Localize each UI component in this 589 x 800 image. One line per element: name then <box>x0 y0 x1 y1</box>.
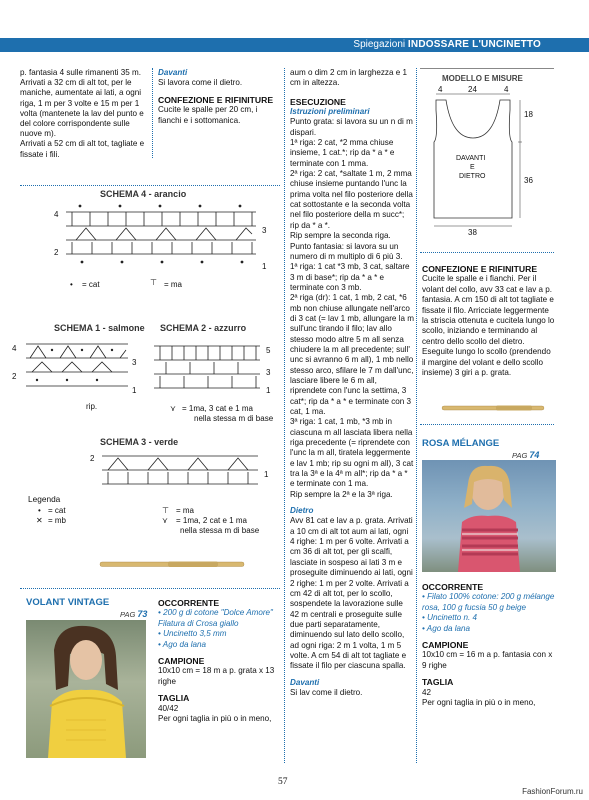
legenda-title: Legenda <box>28 494 61 504</box>
model-label-1: DAVANTI <box>456 155 486 162</box>
measure-4-left: 4 <box>438 85 443 94</box>
s2-row-5: 5 <box>266 346 271 355</box>
volant-photo <box>26 620 146 758</box>
legenda-mb: = mb <box>48 516 67 525</box>
separator <box>152 68 153 158</box>
volant-occ-item: • Ago da lana <box>158 639 207 649</box>
separator <box>420 424 554 425</box>
rosa-occorrente-heading: OCCORRENTE <box>422 582 484 592</box>
separator <box>20 185 280 186</box>
s1-row-2: 2 <box>12 372 17 381</box>
fantasia-riga-1: 1ª riga: 1 cat *3 mb, 3 cat, saltare 3 m di base*; rip da * a * e terminate con 3 mb. <box>290 262 410 292</box>
s2-row-3: 3 <box>266 368 271 377</box>
rosa-occ-0: Filato 100% cotone: 200 g mélange rosa, 100 g fucsia 50 g beige <box>422 592 555 612</box>
row-label-4: 4 <box>54 210 59 219</box>
rosa-occ-item: • Ago da lana <box>422 623 471 633</box>
schema-3-title: SCHEMA 3 - verde <box>100 437 179 447</box>
measure-24: 24 <box>468 85 477 94</box>
model-title: MODELLO E MISURE <box>442 74 523 83</box>
pag-number: 73 <box>137 609 148 619</box>
volant-page-ref <box>120 609 147 619</box>
confezione-heading: CONFEZIONE E RIFINITURE <box>158 94 274 105</box>
schema-4-title: SCHEMA 4 - arancio <box>100 189 187 199</box>
s1-row-1: 1 <box>132 386 137 395</box>
volant-occ-2: Ago da lana <box>162 639 207 649</box>
left-intro-paragraph: p. fantasia 4 sulle rimanenti 35 m. Arrivati a 32 cm di alt tot, per le maniche, aumentate ai lati, a ogni riga, 1 m per 3 volte e 15 m per 1 volta (mantenete la lav del punto e del colore corrispondente sulle nuove m). <box>20 68 144 139</box>
grata-repeat: Rip sempre la seconda riga. <box>290 231 391 241</box>
header-title <box>353 39 541 50</box>
confezione-text: Cucite le spalle per 20 cm, i fianchi e i sottomanica. <box>158 105 258 125</box>
rosa-campione-text: 10x10 cm = 16 m a p. fantasia con x 9 righe <box>422 650 553 670</box>
esecuzione-column <box>290 68 414 698</box>
left-top-text <box>20 68 148 160</box>
rosa-taglia-value: 42 <box>422 687 432 697</box>
istruzioni-heading: Istruzioni preliminari <box>290 107 370 117</box>
davanti-text: Si lavora come il dietro. <box>158 78 243 88</box>
dietro-text: Avv 81 cat e lav a p. grata. Arrivati a 10 cm di alt tot aum ai lati, ogni 4 righe: 1 m per 6 volte. Arrivati a cm 36 di alt tot, per gli scalfi, lasciate in sospeso ai lati 3 m e proseguite diminuendo ai lati, ogni 2 righe: 1 m per 2 volte. Arrivati a cm 42 di alt tot, per lo scollo, sospendete la lavorazione sulle 42 m centrali e proseguite sulle due parti separatamente, diminuendo sul lato dello scollo, ad ogni riga: 2 m 1 volta, 1 m 5 volte. A cm 54 di alt tot tagliate e fissate il filo per ciascuna spalla. <box>290 516 413 671</box>
legenda-cat: = cat <box>48 506 66 515</box>
volant-occ-1: Uncinetto 3,5 mm <box>163 629 227 639</box>
schema-1-title: SCHEMA 1 - salmone <box>54 323 145 333</box>
page-number: 57 <box>278 777 288 787</box>
davanti2-text: Si lav come il dietro. <box>290 687 363 697</box>
rosa-photo <box>422 460 556 572</box>
volant-occ-item: • 200 g di cotone "Dolce Amore" Filatura di Crosa giallo <box>158 608 273 628</box>
separator <box>416 68 417 763</box>
ma-symbol-icon: ⊤ <box>150 278 157 287</box>
continued-text: aum o dim 2 cm in larghezza e 1 cm in altezza. <box>290 68 407 88</box>
row-label-1: 1 <box>262 262 267 271</box>
pag-label: PAG <box>120 610 136 619</box>
rosa-title: ROSA MÉLANGE <box>422 438 500 449</box>
s3-row-1: 1 <box>264 470 269 479</box>
volant-title: VOLANT VINTAGE <box>26 597 110 608</box>
volant-taglia-value: 40/42 <box>158 703 179 713</box>
v-symbol-icon: ⋎ <box>170 404 176 413</box>
row-label-2: 2 <box>54 248 59 257</box>
legend-ma: = ma <box>164 280 183 289</box>
header-main-title: INDOSSARE L'UNCINETTO <box>407 39 541 50</box>
cat-dot-icon: • <box>38 506 41 515</box>
volant-taglia-heading: TAGLIA <box>158 693 190 704</box>
s1-row-3: 3 <box>132 358 137 367</box>
s3-row-2: 2 <box>90 454 95 463</box>
legenda-ma: = ma <box>176 506 195 515</box>
row-label-3: 3 <box>262 226 267 235</box>
rosa-campione-heading: CAMPIONE <box>422 640 469 651</box>
mb-cross-icon: ✕ <box>36 516 43 525</box>
davanti-heading: Davanti <box>158 68 188 77</box>
rosa-page-ref <box>512 450 539 460</box>
separator <box>284 68 285 763</box>
volant-occorrente-heading: OCCORRENTE <box>158 598 220 608</box>
measure-4-right: 4 <box>504 85 509 94</box>
woman-figure-icon <box>422 460 556 572</box>
legend-ma2: = 1ma, 3 cat e 1 ma <box>182 404 253 413</box>
rosa-details <box>422 582 556 708</box>
volant-taglia-text: Per ogni taglia in più o in meno, <box>158 714 272 724</box>
volant-occ-0: 200 g di cotone "Dolce Amore" Filatura di Crosa giallo <box>158 608 273 628</box>
punto-fantasia: Punto fantasia: si lavora su un numero di m multiplo di 6 più 3. <box>290 241 403 261</box>
punto-grata: Punto grata: si lavora su un n di m dispari. <box>290 117 413 137</box>
s2-row-1: 1 <box>266 386 271 395</box>
far-right-text <box>422 264 556 378</box>
schema-4-diagram <box>62 200 260 268</box>
model-label-2: E <box>470 164 475 171</box>
model-label-3: DIETRO <box>459 173 486 180</box>
mid-top-text <box>158 68 280 126</box>
esecuzione-heading: ESECUZIONE <box>290 96 346 107</box>
legenda-ma2: = 1ma, 2 cat e 1 ma <box>176 516 247 525</box>
schema-2-diagram <box>150 340 264 390</box>
rosa-occ-item: • Filato 100% cotone: 200 g mélange rosa, 100 g fucsia 50 g beige <box>422 592 555 612</box>
header-section: Spiegazioni <box>353 39 406 50</box>
measure-38: 38 <box>468 228 477 237</box>
cat-symbol-icon: • <box>70 280 73 289</box>
rip-label: rip. <box>86 402 98 411</box>
woman-figure-icon <box>26 620 146 758</box>
dietro-heading: Dietro <box>290 506 314 516</box>
separator <box>420 252 554 253</box>
schema-3-diagram <box>98 448 262 488</box>
rosa-taglia-heading: TAGLIA <box>422 677 454 688</box>
left-end-paragraph: Arrivati a 52 cm di alt tot, tagliate e fissate i fili. <box>20 139 145 159</box>
legend-ma2b: nella stessa m di base <box>194 414 274 423</box>
ma-t-icon: ⊤ <box>162 506 169 515</box>
volant-campione-heading: CAMPIONE <box>158 656 205 667</box>
measure-36: 36 <box>524 176 533 185</box>
rosa-taglia-text: Per ogni taglia in più o in meno, <box>422 698 536 708</box>
legenda-ma2b: nella stessa m di base <box>180 526 260 535</box>
s1-row-4: 4 <box>12 344 17 353</box>
header-bar <box>0 38 589 52</box>
volant-campione-text: 10x10 cm = 18 m a p. grata x 13 righe <box>158 666 275 686</box>
grata-riga-1: 1ª riga: 2 cat, *2 mma chiuse insieme, 1 cat.*; rip da * a * e terminate con 1 mma. <box>290 138 395 168</box>
fantasia-riga-3: 3ª riga: 1 cat, 1 mb, *3 mb in ciascuna m all lasciata libera nella riga precedente (= riprendete con l'unc la m all, tiratela leggermente e lav 1 mb; rip su ogni m all), 3 cat tra la 3ª e la 4ª m all*; rip da * a * e terminate con 1 ma. <box>290 417 414 489</box>
measure-18: 18 <box>524 110 533 119</box>
rosa-occ-1: Uncinetto n. 4 <box>427 613 478 623</box>
rosa-occ-2: Ago da lana <box>426 623 471 633</box>
volant-details <box>158 598 282 724</box>
legend-cat: = cat <box>82 280 100 289</box>
fantasia-repeat: Rip sempre la 2ª e la 3ª riga. <box>290 489 393 499</box>
volant-occ-item: • Uncinetto 3,5 mm <box>158 629 227 639</box>
schema-2-title: SCHEMA 2 - azzurro <box>160 323 247 333</box>
confezione2-text: Cucite le spalle e i fianchi. Per il volant del collo, avv 33 cat e lav a p. fantasia. A cm 150 di alt tot tagliate e fissate il filo. Arricciate leggermente la striscia ottenuta e cucitela lungo lo scollo, iniziando e terminando al centro dello scollo del dietro. Eseguite lungo lo scollo (prendendo il margine del volant e dello scollo insieme) 3 giri a p. grata. <box>422 274 555 378</box>
rosa-occ-item: • Uncinetto n. 4 <box>422 613 478 623</box>
schema-1-diagram <box>22 336 132 392</box>
fantasia-riga-2: 2ª riga (dr): 1 cat, 1 mb, 2 cat, *6 mb non chiuse allungate nell'arco di 3 cat (= lav 1 mb, allungare la m sull'unc tirando il filo; lav allo stesso modo altre 5 m all senza chiudere la m all precedente; sull' unc si avranno 6 m all), 1 mb nello stesso arco, sfilare le 7 m dall'unc, lasciare libere le 6 m all, riprendete con l'unc la settima, 3 cat*; rip da * a * e terminate con 3 cat, 1 ma. <box>290 293 414 416</box>
davanti2-heading: Davanti <box>290 677 320 687</box>
confezione2-heading: CONFEZIONE E RIFINITURE <box>422 264 538 274</box>
pag-number: 74 <box>529 450 540 460</box>
separator <box>20 588 280 589</box>
v2-symbol-icon: ⋎ <box>162 516 168 525</box>
pag-label: PAG <box>512 451 528 460</box>
grata-riga-2: 2ª riga: 2 cat, *saltate 1 m, 2 mma chiuse insieme puntando l'unc la prima volta nel filo posteriore della cat sottostante e la seconda volta nel filo posteriore della m succ*; rip da * a *. <box>290 169 413 230</box>
crochet-hook-icon <box>98 560 248 569</box>
model-diagram <box>420 68 554 240</box>
crochet-hook-icon <box>440 404 550 412</box>
watermark: FashionForum.ru <box>522 787 583 796</box>
